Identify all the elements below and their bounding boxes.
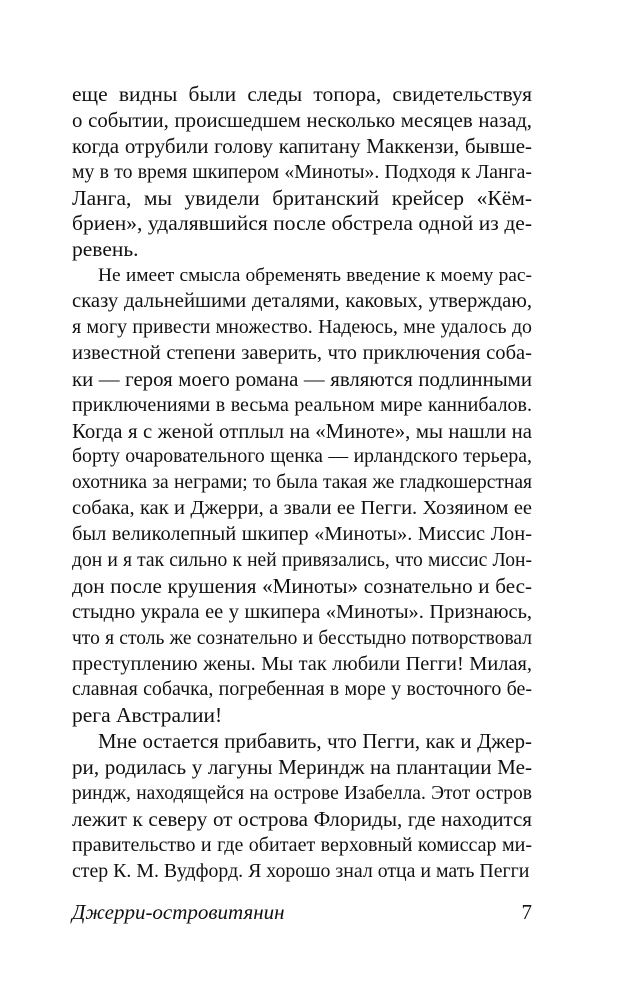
text-line: риндж, находящейся на острове Изабелла. Этот остров xyxy=(72,783,532,805)
text-line: что я столь же сознательно и бесстыдно потворствовал xyxy=(72,627,532,649)
text-line: был великолепный шкипер «Миноты». Миссис Лон- xyxy=(72,523,532,546)
text-line: ревень. xyxy=(72,237,139,262)
page-footer xyxy=(72,900,532,930)
text-line: Ланга, мы увидели британский крейсер «Кём- xyxy=(72,185,532,210)
text-line: я могу привести множество. Надеюсь, мне удалось до xyxy=(72,316,532,339)
text-line: о событии, происшедшем несколько месяцев назад, xyxy=(72,107,532,132)
text-line: собака, как и Джерри, а звали ее Пегги. Хозяином ее xyxy=(72,497,532,520)
text-line: борту очаровательного щенка — ирландского терьера, xyxy=(72,445,532,468)
text-line: ри, родилась у лагуны Мериндж на плантации Ме- xyxy=(72,755,532,780)
body-text xyxy=(72,82,532,885)
text-line: Не имеет смысла обременять введение к моему рас- xyxy=(98,265,532,287)
text-line: славная собачка, погребенная в море у восточного бе- xyxy=(72,678,532,701)
paragraph xyxy=(72,729,532,884)
text-line: рега Австралии! xyxy=(72,703,223,728)
text-line: лежит к северу от острова Флориды, где находится xyxy=(72,806,532,831)
running-title: Джерри-островитянин xyxy=(72,900,285,924)
text-line: охотника за неграми; то была такая же гладкошерстная xyxy=(72,472,532,494)
text-line: приключениями в весьма реальном мире каннибалов. xyxy=(72,393,532,416)
text-line: сказу дальнейшими деталями, каковых, утверждаю, xyxy=(72,290,532,313)
text-line: стыдно украла ее у шкипера «Миноты». Признаюсь, xyxy=(72,600,532,623)
text-line: Мне остается прибавить, что Пегги, как и Джер- xyxy=(98,729,532,754)
text-line: бриен», удалявшийся после обстрела одной из де- xyxy=(72,211,532,236)
text-line: когда отрубили голову капитану Маккензи, бывше- xyxy=(72,133,532,158)
text-line: ки — героя моего романа — являются подлинными xyxy=(72,366,532,391)
text-line: Когда я с женой отплыл на «Миноте», мы нашли на xyxy=(72,419,532,443)
text-line: стер К. М. Вудфорд. Я хорошо знал отца и мать Пегги xyxy=(72,859,530,882)
text-line: правительство и где обитает верховный комиссар ми- xyxy=(72,833,532,856)
text-line: дон и я так сильно к ней привязались, что миссис Лон- xyxy=(72,550,532,572)
page-number: 7 xyxy=(521,900,532,924)
text-line: еще видны были следы топора, свидетельствуя xyxy=(72,82,532,106)
text-line: дон после крушения «Миноты» сознательно и бес- xyxy=(72,573,532,598)
paragraph xyxy=(72,82,532,263)
paragraph xyxy=(72,263,532,729)
text-line: известной степени заверить, что приключения соба- xyxy=(72,341,532,364)
text-line: му в то время шкипером «Миноты». Подходя к Ланга- xyxy=(72,160,532,183)
text-line: преступлению жены. Мы так любили Пегги! Милая, xyxy=(72,652,532,675)
